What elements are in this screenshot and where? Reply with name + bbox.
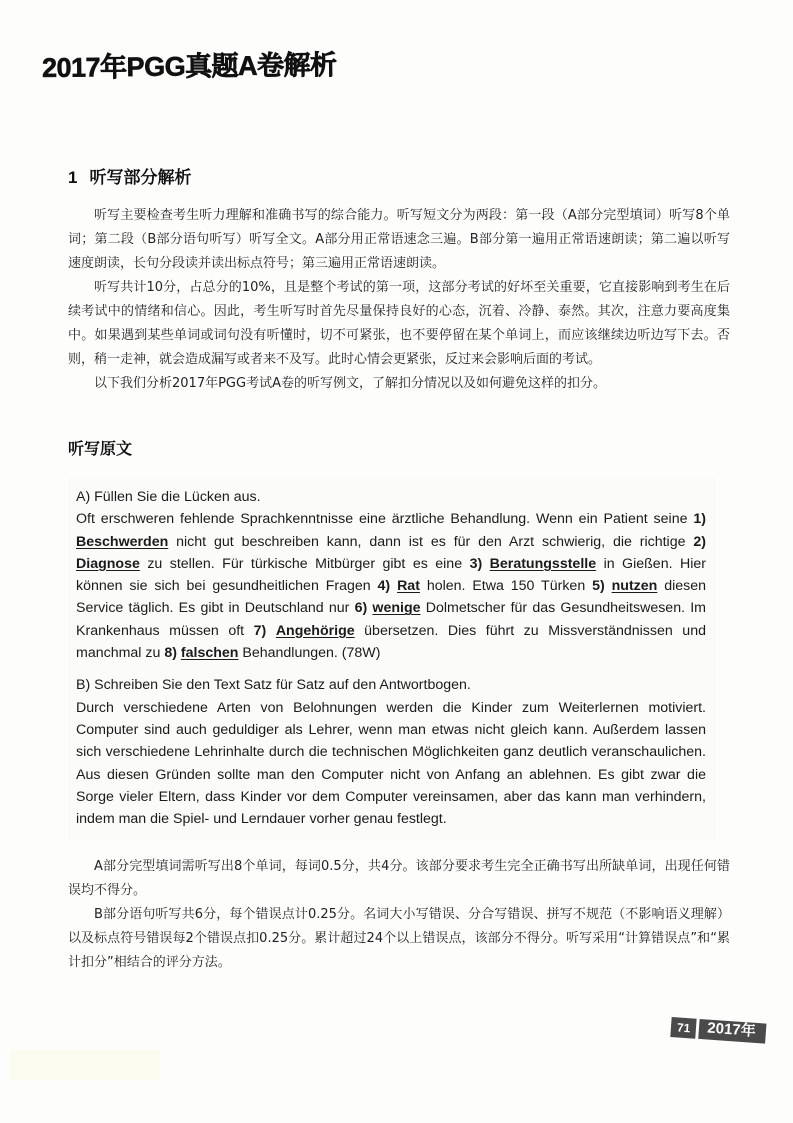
gap-number: 4)	[377, 578, 391, 595]
intro-paragraph: 以下我们分析2017年PGG考试A卷的听写例文，了解扣分情况以及如何避免这样的扣分。	[94, 376, 606, 391]
gap-answer: Rat	[397, 578, 420, 595]
part-b	[76, 674, 706, 830]
gap-number: 5)	[592, 578, 605, 595]
section-number: 1	[68, 168, 78, 187]
scoring-paragraph: B部分语句听写共6分，每个错误点计0.25分。名词大小写错误、分合写错误、拼写不规范（不影响语义理解）以及标点符号错误每2个错误点扣0.25分。累计超过24个以上错误点，该部分不得分。听写采用“计算错误点”和“累计扣分”相结合的评分方法。	[68, 907, 730, 970]
scoring-text	[68, 855, 730, 975]
dictation-original-heading: 听写原文	[68, 439, 133, 458]
text-segment: holen. Etwa 150 Türken	[419, 578, 593, 595]
part-b-text: Durch verschiedene Arten von Belohnungen werden die Kinder zum Weiterlernen motiviert. Computer sind auch geduldiger als Lehrer, wenn man etwas nicht gleich kann. Außerdem lassen sich verschiedene Lehrinhalte durch die technischen Möglichkeiten ganz deutlich veranschaulichen. Aus diesen Gründen sollte man den Computer nicht von Anfang an ablehnen. Es gibt zwar die Sorge vieler Eltern, dass Kinder vor dem Computer vereinsamen, aber das kann man verhindern, indem man die Spiel- und Lerndauer vorher genau festlegt.	[76, 699, 706, 828]
gap-answer: nutzen	[611, 578, 658, 595]
text-segment: Behandlungen. (78W)	[238, 645, 381, 662]
text-segment: Oft erschweren fehlende Sprachkenntnisse eine ärztliche Behandlung. Wenn ein Patient seine	[76, 511, 694, 528]
gap-number: 1)	[693, 511, 706, 528]
text-segment: zu stellen. Für türkische Mitbürger gibt es eine	[139, 555, 470, 572]
gap-number: 2)	[693, 533, 706, 550]
gap-answer: Beschwerden	[76, 533, 169, 550]
gap-answer: falschen	[180, 645, 239, 662]
intro-paragraph: 听写主要检查考生听力理解和准确书写的综合能力。听写短文分为两段：第一段（A部分完型填词）听写8个单词；第二段（B部分语句听写）听写全文。A部分用正常语速念三遍。B部分第一遍用正常语速朗读；第二遍以听写速度朗读，长句分段读并读出标点符号；第三遍用正常语速朗读。	[68, 208, 730, 271]
text-segment: nicht gut beschreiben kann, dann ist es für den Arzt schwierig, die richtige	[168, 533, 694, 550]
intro-paragraph: 听写共计10分，占总分的10%，且是整个考试的第一项，这部分考试的好坏至关重要，它直接影响到考生在后续考试中的情绪和信心。因此，考生听写时首先尽量保持良好的心态，沉着、冷静、泰然。其次，注意力要高度集中。如果遇到某些单词或词句没有听懂时，切不可紧张，也不要停留在某个单词上，而应该继续边听边写下去。否则，稍一走神，就会造成漏写或者来不及写。此时心情会更紧张，反过来会影响后面的考试。	[68, 280, 730, 367]
section-heading-text: 听写部分解析	[89, 168, 192, 188]
gap-number: 7)	[253, 622, 267, 639]
section-heading	[68, 163, 191, 188]
text-segment: diesen Service täglich. Es gibt in Deutschland nur	[76, 578, 707, 617]
part-b-instruction: B) Schreiben Sie den Text Satz für Satz auf den Antwortbogen.	[76, 677, 471, 694]
year-tab: 2017年	[699, 1019, 767, 1044]
intro-text	[68, 204, 730, 396]
part-a	[76, 486, 706, 664]
scan-smudge	[10, 1050, 160, 1080]
dictation-text-box	[68, 478, 716, 840]
gap-number: 3)	[469, 555, 483, 572]
scoring-paragraph: A部分完型填词需听写出8个单词，每词0.5分，共4分。该部分要求考生完全正确书写出所缺单词，出现任何错误均不得分。	[68, 859, 730, 898]
text-segment: Dolmetscher für das Gesundheitswesen. Im Krankenhaus müssen oft	[76, 600, 706, 639]
gap-answer: Beratungsstelle	[489, 555, 597, 572]
part-a-instruction: A) Füllen Sie die Lücken aus.	[76, 489, 261, 505]
gap-answer: Angehörige	[275, 622, 355, 639]
page-title: 2017年PGG真题A卷解析	[41, 49, 337, 84]
gap-number: 8)	[164, 645, 177, 662]
text-segment: übersetzen. Dies führt zu Missverständnissen und manchmal zu	[76, 622, 706, 662]
page-footer	[670, 1017, 766, 1044]
text-segment: in Gießen. Hier können sie sich bei gesundheitlichen Fragen	[76, 555, 706, 595]
gap-answer: Diagnose	[76, 555, 140, 572]
gap-answer: wenige	[372, 600, 421, 617]
page-number: 71	[670, 1017, 697, 1039]
gap-number: 6)	[354, 600, 368, 617]
